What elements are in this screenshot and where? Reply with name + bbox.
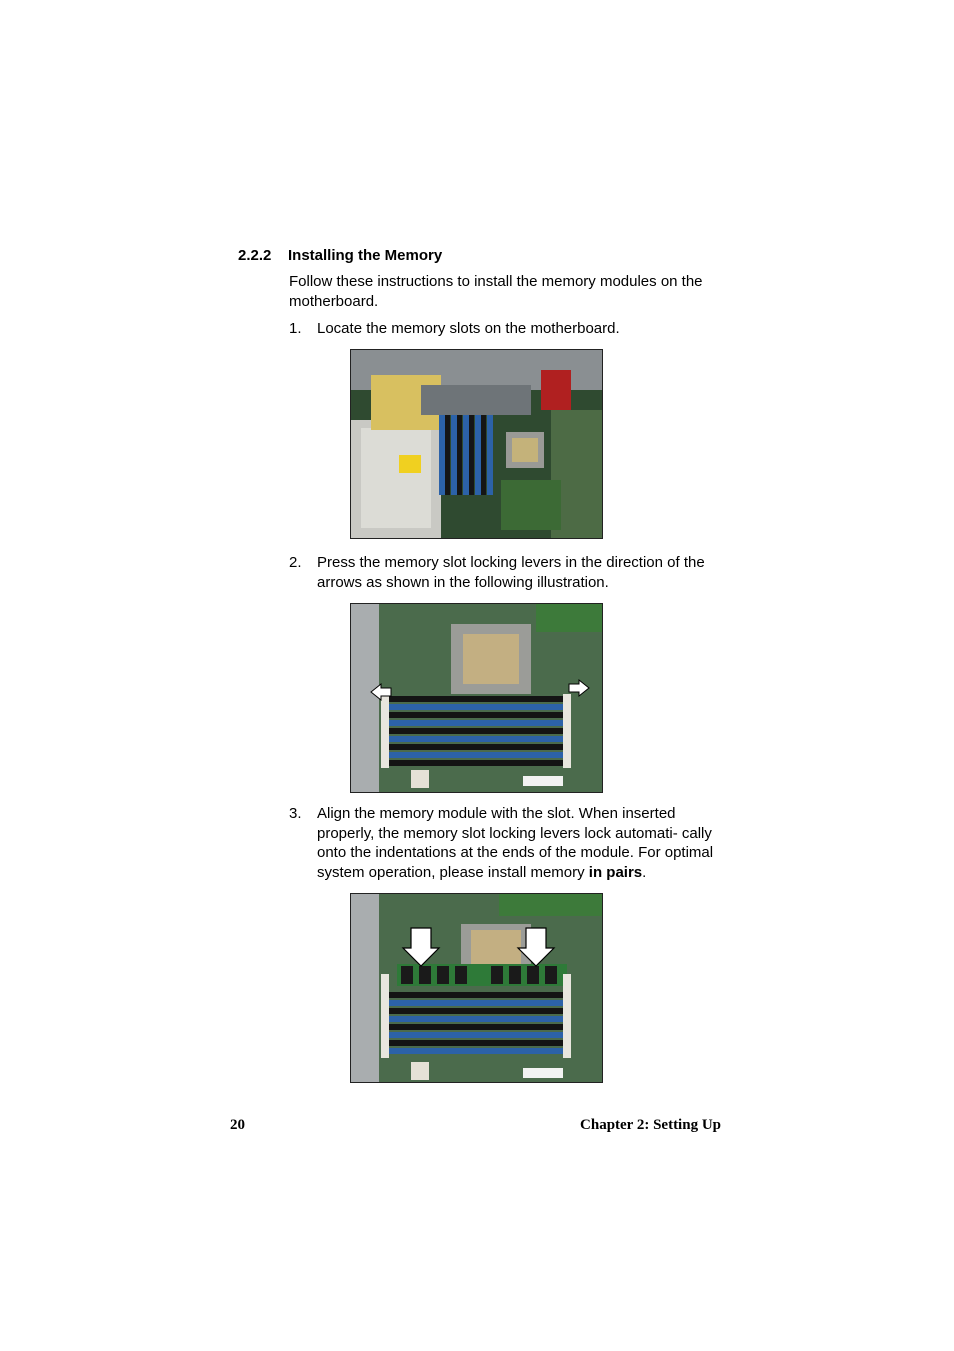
section-heading [238,247,442,264]
section-title: Installing the Memory [288,247,443,264]
step-number: 3. [289,805,302,822]
step-number: 2. [289,554,302,571]
step-text [317,804,729,882]
intro-paragraph: Follow these instructions to install the memory modules on the motherboard. [289,273,703,310]
step-text-end: . [642,863,647,881]
photo-locking-levers [350,603,603,793]
step-2 [289,553,729,592]
step-text-main: Align the memory module with the slot. When inserted properly, the memory slot locking levers lock automati- cally onto the indentations at the ends of the module. For optimal system operation, please install memory [317,805,714,881]
step-3 [289,804,729,882]
step-text: Locate the memory slots on the motherboard. [317,320,620,337]
section-number: 2.2.2 [238,247,272,264]
step-text: Press the memory slot locking levers in the direction of the arrows as shown in the following illustration. [317,554,705,591]
photo-insert-module [350,893,603,1083]
page-number: 20 [230,1117,245,1133]
photo-motherboard-overview [350,349,603,539]
chapter-title: Chapter 2: Setting Up [580,1117,721,1133]
step-number: 1. [289,320,302,337]
step-1 [289,319,729,339]
step-text-bold: in pairs [588,863,643,881]
